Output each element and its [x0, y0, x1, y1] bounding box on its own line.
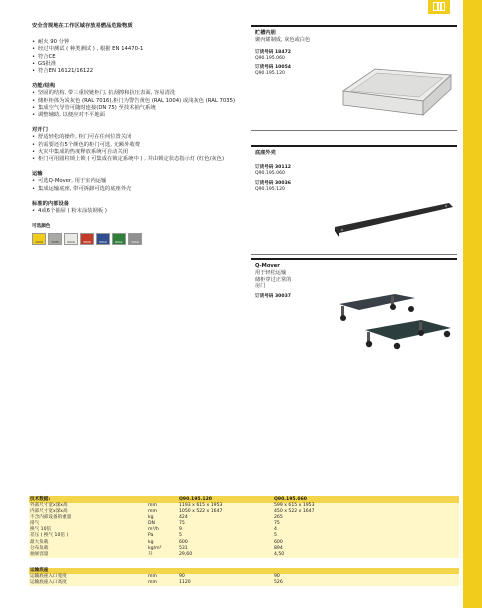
accessories-panel	[251, 25, 457, 340]
table-cell: kg	[148, 515, 154, 521]
table-body	[29, 503, 459, 558]
model-number: Q90.195.060	[255, 55, 285, 61]
color-swatch	[48, 233, 62, 245]
table-cell: 不含内部设备的重量	[30, 515, 72, 521]
list-item: • 集成运输底座, 带可拆卸可选的底座外壳	[32, 186, 244, 193]
list-item: • 舒适轻松的操作, 柜门可在任何位置关闭	[32, 134, 244, 141]
swatch-code: 6011	[115, 240, 123, 245]
table-cell: 75	[179, 521, 185, 527]
swatch-code: 7016	[131, 240, 139, 245]
list-item: • GS批准	[32, 61, 244, 68]
section-heading: 运输	[32, 171, 43, 178]
accessory-heading: 底座外壳	[255, 150, 276, 156]
accessory-sump-tray	[251, 25, 457, 129]
model-number: Q90.195.120	[255, 186, 285, 192]
list-item: • 符合CE	[32, 54, 244, 61]
table-cell: 600	[179, 539, 188, 545]
table-cell: 90	[274, 573, 280, 579]
list-item: • 经过中测试 ( 种类测试 ) , 根据 EN 14470-1	[32, 46, 244, 53]
transport-list	[32, 178, 244, 192]
equipment-list	[32, 208, 244, 215]
function-list	[32, 90, 244, 119]
table-cell: m³/h	[148, 527, 159, 533]
table-spacer	[29, 558, 459, 568]
header-cell: Q90.195.060	[274, 497, 307, 502]
accessory-heading: Q-Mover	[255, 263, 280, 269]
table-cell: 排气	[30, 521, 40, 527]
list-item: • 调整辅助, 以便应对不平地面	[32, 112, 244, 119]
table-cell: 运输底座入口宽度	[30, 573, 67, 579]
order-code	[255, 181, 457, 193]
swatch-code: 7035	[51, 240, 59, 245]
table-cell: 75	[274, 521, 280, 527]
doors-list	[32, 134, 244, 163]
swatch-code: 3020	[83, 240, 91, 245]
table-cell: mm	[148, 579, 157, 585]
accessory-desc: 房门	[255, 283, 266, 290]
accessory-desc: 储柜穿过正常的	[255, 276, 292, 283]
table-cell: mm	[148, 509, 157, 515]
list-item: • 符合EN 16121/16122	[32, 68, 244, 75]
list-item: • 火灾中集成的热度释放系统可自动关闭	[32, 149, 244, 156]
color-swatches	[32, 233, 244, 245]
table-cell: 4,50	[274, 551, 285, 557]
table-cell: 599 x 615 x 1953	[274, 503, 315, 508]
order-number: 订货号码 30112	[255, 164, 291, 170]
table-cell: 1050 x 522 x 1647	[179, 509, 223, 515]
accessory-q-mover	[251, 258, 457, 340]
table-cell: 分布负载	[30, 545, 49, 551]
table-header	[29, 496, 459, 503]
table-cell: 最大负载	[30, 539, 49, 545]
list-item: • 柜门可用圆柱锁上锁 ( 可集成在锁定系统中 ) , 并由锁定状态指示灯 (红色/灰色)	[32, 156, 244, 163]
list-item: • 若需要还有5个颜色的柜门可选, 无额外收费	[32, 142, 244, 149]
list-item: • 集成空气导管可随时连接(DN 75) 至技术抽气系统	[32, 105, 244, 112]
table-cell: mm	[148, 573, 157, 579]
accessory-desc: 聚丙烯制成, 灰色或白色	[255, 36, 311, 43]
color-swatch	[96, 233, 110, 245]
list-item: • 4或6个抽屉 ( 粉末涂装钢板 )	[32, 208, 244, 215]
table-cell: 29,60	[179, 551, 193, 557]
table-group-body	[29, 574, 459, 586]
table-cell: DN	[148, 521, 155, 527]
order-number: 订货号码 30037	[255, 294, 291, 300]
group-cell: 运输底座	[30, 567, 49, 573]
table-cell: 600	[274, 539, 283, 545]
order-number: 订货号码 18472	[255, 49, 291, 55]
color-swatch	[64, 233, 78, 245]
table-cell: 差压 ( 换气 10倍 )	[30, 533, 69, 539]
header-cell: Q90.195.120	[179, 497, 212, 502]
sump-tray-image	[339, 57, 455, 127]
swatch-code: 1004	[35, 240, 43, 245]
order-number: 订货号码 10054	[255, 64, 291, 70]
table-cell: 外部尺寸宽x深x高	[30, 503, 68, 508]
swatch-code: 5010	[99, 240, 107, 245]
page-tab	[428, 0, 450, 14]
accessory-heading: 贮槽内胆	[255, 30, 276, 36]
order-number: 订货号码 30036	[255, 180, 291, 186]
table-cell: 5	[274, 533, 277, 539]
table-cell: 526	[274, 579, 283, 585]
color-swatch	[128, 233, 142, 245]
list-item: • 可选Q-Mover, 用于室内运输	[32, 178, 244, 185]
color-swatch	[80, 233, 94, 245]
table-cell: 90	[179, 573, 185, 579]
table-cell: 运输底座入口高度	[30, 579, 67, 585]
model-number: Q90.195.120	[255, 70, 285, 76]
swatch-code: 9016	[67, 240, 75, 245]
table-cell: 换气 10倍	[30, 527, 52, 533]
table-cell: 450 x 522 x 1647	[274, 509, 315, 515]
palette-label: 可选颜色	[32, 224, 51, 230]
accessory-desc: 用于轻松运输	[255, 269, 287, 276]
table-row	[29, 580, 459, 586]
table-cell: 894	[274, 545, 283, 551]
base-cover-image	[333, 199, 455, 239]
table-cell: 9	[179, 527, 182, 533]
accent-side-bar	[463, 0, 482, 608]
table-cell: kg	[148, 539, 154, 545]
table-cell: 升	[148, 551, 153, 557]
table-cell: 265	[274, 515, 283, 521]
table-cell: 531	[179, 545, 188, 551]
order-code	[255, 165, 457, 177]
color-swatch	[32, 233, 46, 245]
header-cell: 技术数据:	[30, 497, 51, 502]
divider	[251, 254, 457, 255]
q-mover-image	[335, 282, 455, 364]
section-heading: 标准的内部设备	[32, 200, 70, 207]
accessory-base-cover	[251, 145, 457, 253]
model-number: Q90.195.060	[255, 170, 285, 176]
list-item: • 储柜柜体为炭灰色 (RAL 7016),柜门为警告黄色 (RAL 1004) 或浅灰色 (RAL 7035)	[32, 98, 244, 105]
table-cell: 内部尺寸宽x深x高	[30, 509, 68, 515]
color-swatch	[112, 233, 126, 245]
table-cell: kg/m²	[148, 545, 162, 551]
list-item: • 耐火 90 分钟	[32, 39, 244, 46]
table-cell: 1120	[179, 579, 191, 585]
table-cell: 抽屉容量	[30, 551, 49, 557]
product-description	[32, 23, 244, 245]
table-cell: Pa	[148, 533, 154, 539]
divider	[251, 130, 457, 131]
list-item: • 坚固的结构, 带三重铰链柜门, 抗刮擦和抗压表面, 容易清洗	[32, 90, 244, 97]
table-cell: 1193 x 615 x 1953	[179, 503, 223, 508]
table-cell: mm	[148, 503, 157, 508]
section-heading: 对开门	[32, 127, 48, 134]
technical-data-table	[29, 496, 459, 586]
section-heading: 功能/结构	[32, 83, 56, 90]
intro-list	[32, 39, 244, 75]
table-cell: 5	[179, 533, 182, 539]
product-title: 安全含规地在工作区域存放易燃品危险物质	[32, 23, 133, 29]
table-cell: 4	[274, 527, 277, 533]
cabinet-icon	[433, 2, 445, 11]
table-cell: 424	[179, 515, 188, 521]
